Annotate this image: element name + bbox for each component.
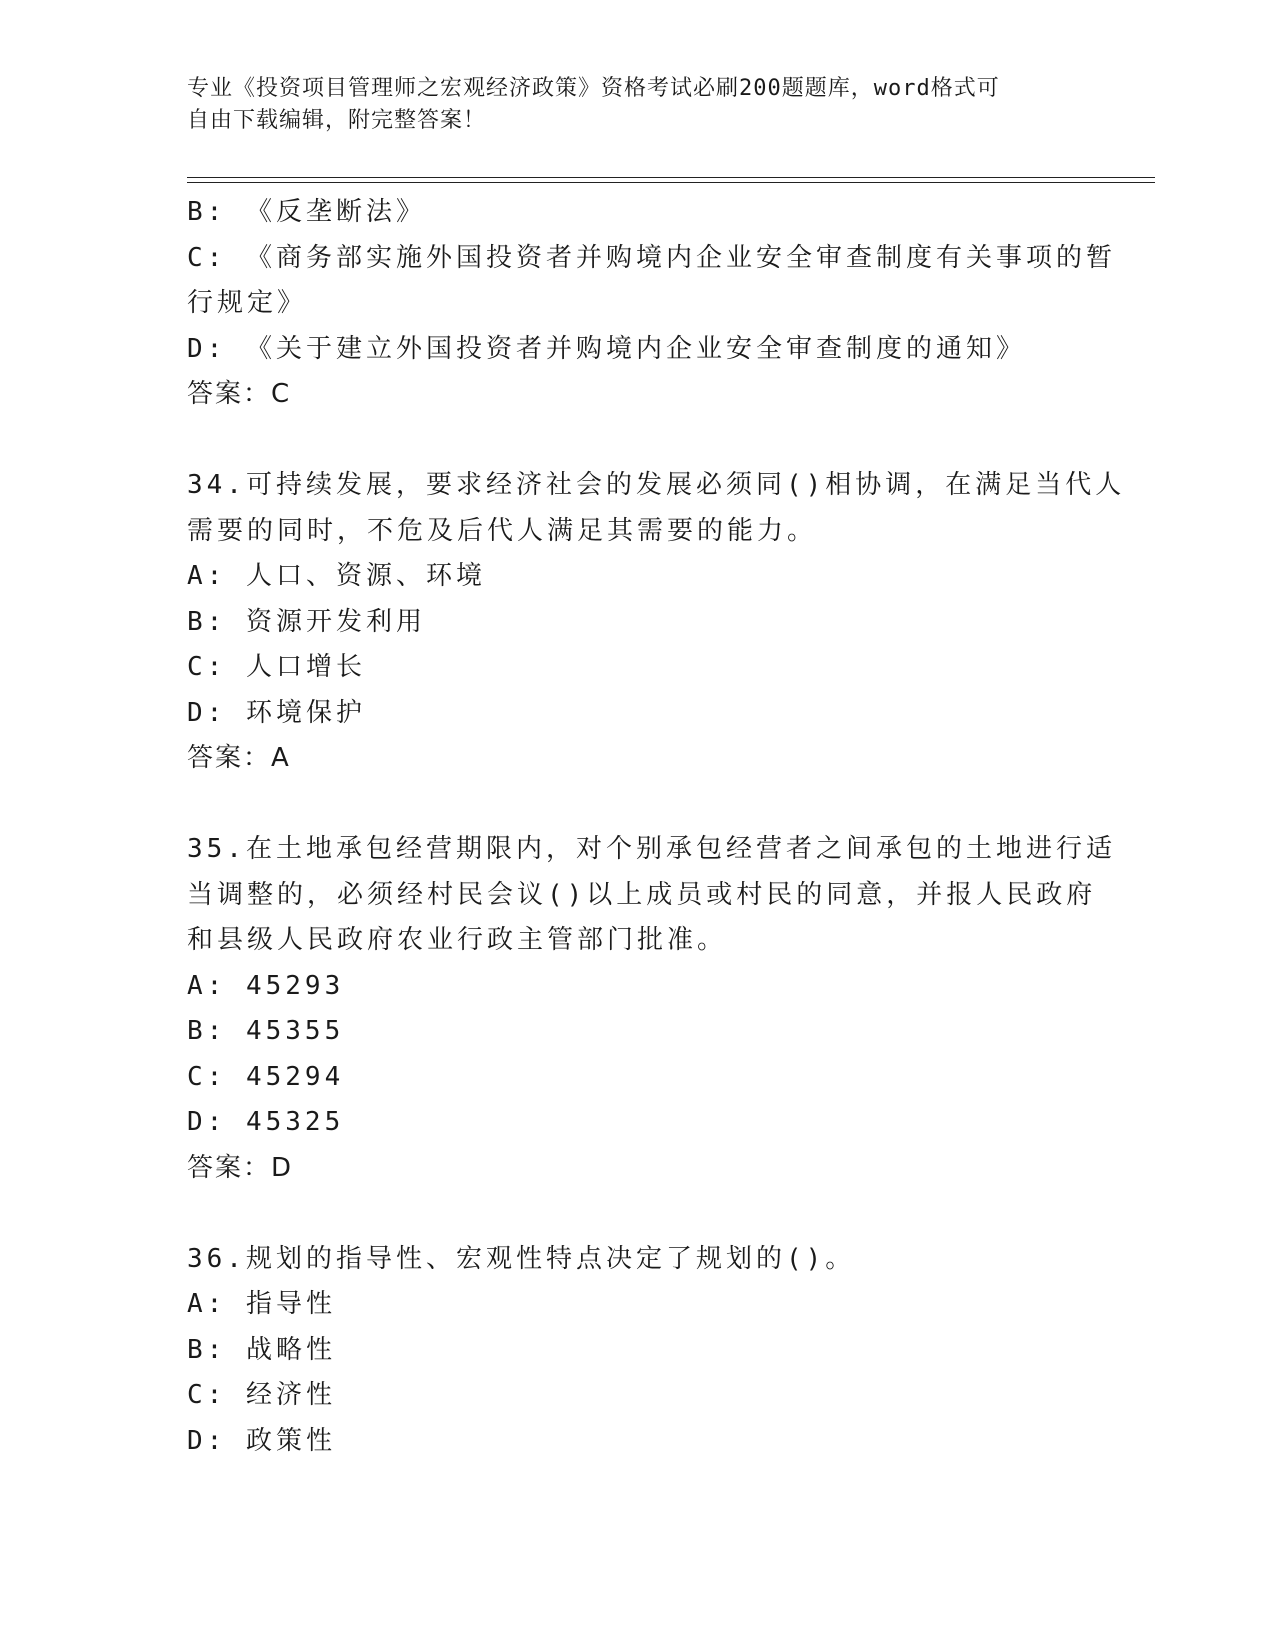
- q35-option-d: D: 45325: [187, 1107, 345, 1137]
- header-divider-top: [187, 177, 1155, 178]
- header-divider-bottom: [187, 182, 1155, 183]
- q34-option-c: C: 人口增长: [187, 652, 366, 682]
- q33-option-c-line-1: C: 《商务部实施外国投资者并购境内企业安全审查制度有关事项的暂: [187, 242, 1116, 273]
- q36-option-a: A: 指导性: [187, 1289, 336, 1319]
- spacer: [187, 418, 1087, 464]
- q35-stem-line-1: 35.在土地承包经营期限内，对个别承包经营者之间承包的土地进行适: [187, 834, 1116, 864]
- q34-option-b: B: 资源开发利用: [187, 606, 426, 637]
- q36-option-c: C: 经济性: [187, 1380, 336, 1410]
- question-36: [187, 1237, 1087, 1465]
- header-line-2: 自由下载编辑，附完整答案！: [187, 108, 487, 133]
- q33-option-d: D: 《关于建立外国投资者并购境内企业安全审查制度的通知》: [187, 333, 1026, 364]
- question-list: [187, 190, 1126, 1464]
- q35-option-b: B: 45355: [187, 1016, 345, 1046]
- q34-answer: 答案：A: [187, 743, 291, 773]
- question-33: [187, 190, 1116, 418]
- q35-option-a: A: 45293: [187, 970, 345, 1001]
- header-line-1: 专业《投资项目管理师之宏观经济政策》资格考试必刷200题题库，word格式可: [187, 76, 1000, 101]
- document-header: [187, 73, 1067, 137]
- q36-option-b: B: 战略性: [187, 1334, 336, 1365]
- question-34: [187, 463, 1126, 782]
- q35-stem-line-2: 当调整的，必须经村民会议()以上成员或村民的同意，并报人民政府: [187, 879, 1097, 910]
- q35-stem-line-3: 和县级人民政府农业行政主管部门批准。: [187, 925, 728, 955]
- q34-option-a: A: 人口、资源、环境: [187, 561, 486, 591]
- q36-stem-line-1: 36.规划的指导性、宏观性特点决定了规划的()。: [187, 1243, 856, 1274]
- q34-stem-line-1: 34.可持续发展，要求经济社会的发展必须同()相协调，在满足当代人: [187, 470, 1126, 500]
- q33-answer: 答案：C: [187, 379, 292, 409]
- q33-option-b: B: 《反垄断法》: [187, 197, 426, 227]
- q34-option-d: D: 环境保护: [187, 697, 366, 728]
- spacer: [187, 782, 1087, 828]
- q35-option-c: C: 45294: [187, 1061, 345, 1092]
- q34-stem-line-2: 需要的同时，不危及后代人满足其需要的能力。: [187, 515, 818, 546]
- spacer: [187, 1191, 1087, 1237]
- q33-option-c-line-2: 行规定》: [187, 288, 308, 318]
- q36-option-d: D: 政策性: [187, 1425, 336, 1456]
- q35-answer: 答案：D: [187, 1152, 294, 1183]
- question-35: [187, 827, 1116, 1191]
